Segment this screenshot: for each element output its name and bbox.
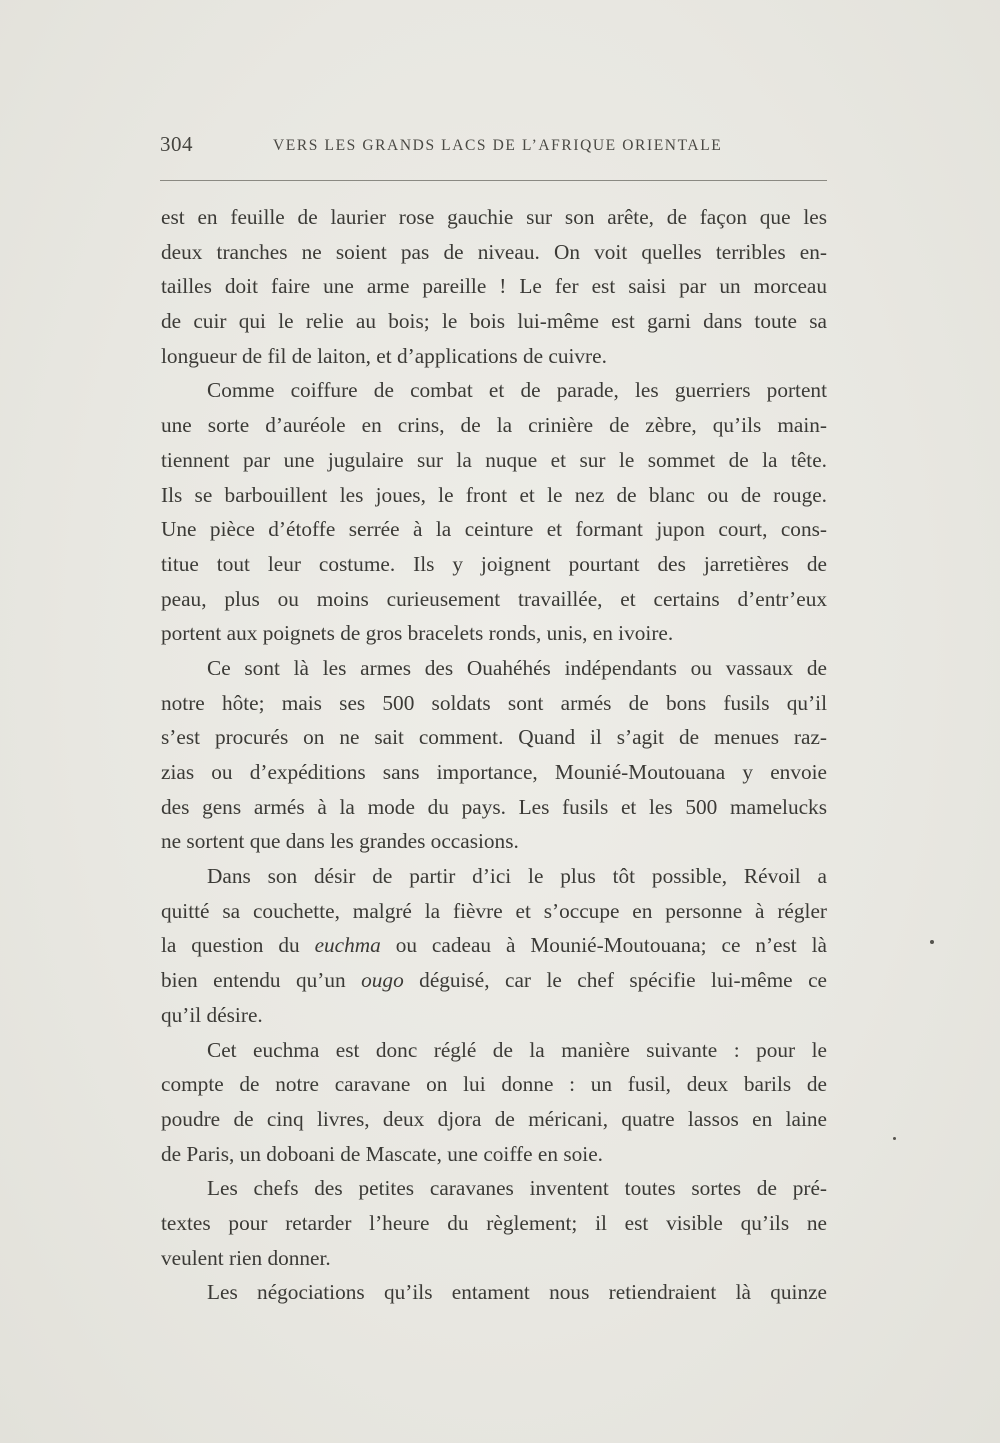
text-line: compte de notre caravane on lui donne : un fusil, deux barils de — [161, 1072, 827, 1097]
text-line: la question du euchma ou cadeau à Mounié-Moutouana; ce n’est là — [161, 933, 827, 958]
text-line: Comme coiffure de combat et de parade, les guerriers portent — [207, 378, 827, 403]
body-text — [161, 200, 827, 1310]
text-line: Cet euchma est donc réglé de la manière suivante : pour le — [207, 1037, 827, 1062]
running-head — [160, 132, 827, 162]
text-line: Dans son désir de partir d’ici le plus tôt possible, Révoil a — [207, 864, 827, 889]
text-line: des gens armés à la mode du pays. Les fusils et les 500 mamelucks — [161, 794, 827, 819]
text-line: deux tranches ne soient pas de niveau. On voit quelles terribles en- — [161, 239, 827, 264]
text-line: Ce sont là les armes des Ouahéhés indépendants ou vassaux de — [207, 655, 827, 680]
text-line: Les chefs des petites caravanes inventent toutes sortes de pré- — [207, 1176, 827, 1201]
text-line: une sorte d’auréole en crins, de la crinière de zèbre, qu’ils main- — [161, 413, 827, 438]
text-line: peau, plus ou moins curieusement travaillée, et certains d’entr’eux — [161, 586, 827, 611]
text-line: s’est procurés on ne sait comment. Quand il s’agit de menues raz- — [161, 725, 827, 750]
running-title: VERS LES GRANDS LACS DE L’AFRIQUE ORIENTALE — [273, 137, 723, 154]
text-line: bien entendu qu’un ougo déguisé, car le chef spécifie lui-même ce — [161, 968, 827, 993]
text-line: Une pièce d’étoffe serrée à la ceinture et formant jupon court, cons- — [161, 517, 827, 542]
text-line: ne sortent que dans les grandes occasions. — [161, 829, 519, 854]
text-line: portent aux poignets de gros bracelets ronds, unis, en ivoire. — [161, 621, 674, 646]
italic-term: ougo — [361, 968, 404, 993]
page-number: 304 — [160, 132, 193, 156]
text-line: zias ou d’expéditions sans importance, Mounié-Moutouana y envoie — [161, 760, 827, 784]
text-line: veulent rien donner. — [161, 1245, 331, 1270]
text-line: poudre de cinq livres, deux djora de méricani, quatre lassos en laine — [161, 1106, 827, 1131]
text-line: Ils se barbouillent les joues, le front et le nez de blanc ou de rouge. — [161, 482, 827, 507]
text-line: longueur de fil de laiton, et d’applications de cuivre. — [161, 343, 607, 368]
text-line: tailles doit faire une arme pareille ! Le fer est saisi par un morceau — [161, 274, 827, 299]
text-line: titue tout leur costume. Ils y joignent pourtant des jarretières de — [161, 551, 827, 576]
header-rule — [160, 180, 827, 181]
text-line: notre hôte; mais ses 500 soldats sont armés de bons fusils qu’il — [161, 690, 827, 715]
text-line: textes pour retarder l’heure du règlement; il est visible qu’ils ne — [161, 1210, 827, 1235]
italic-term: euchma — [314, 933, 381, 958]
text-line: tiennent par une jugulaire sur la nuque et sur le sommet de la tête. — [161, 447, 827, 472]
text-line: qu’il désire. — [161, 1002, 263, 1027]
paper-speck — [930, 940, 934, 944]
text-line: quitté sa couchette, malgré la fièvre et s’occupe en personne à régler — [161, 898, 827, 923]
text-line: Les négociations qu’ils entament nous retiendraient là quinze — [207, 1280, 827, 1305]
text-line: de Paris, un doboani de Mascate, une coiffe en soie. — [161, 1141, 603, 1166]
text-line: de cuir qui le relie au bois; le bois lui-même est garni dans toute sa — [161, 309, 827, 334]
text-line: est en feuille de laurier rose gauchie sur son arête, de façon que les — [161, 205, 827, 229]
paper-speck — [893, 1137, 896, 1140]
